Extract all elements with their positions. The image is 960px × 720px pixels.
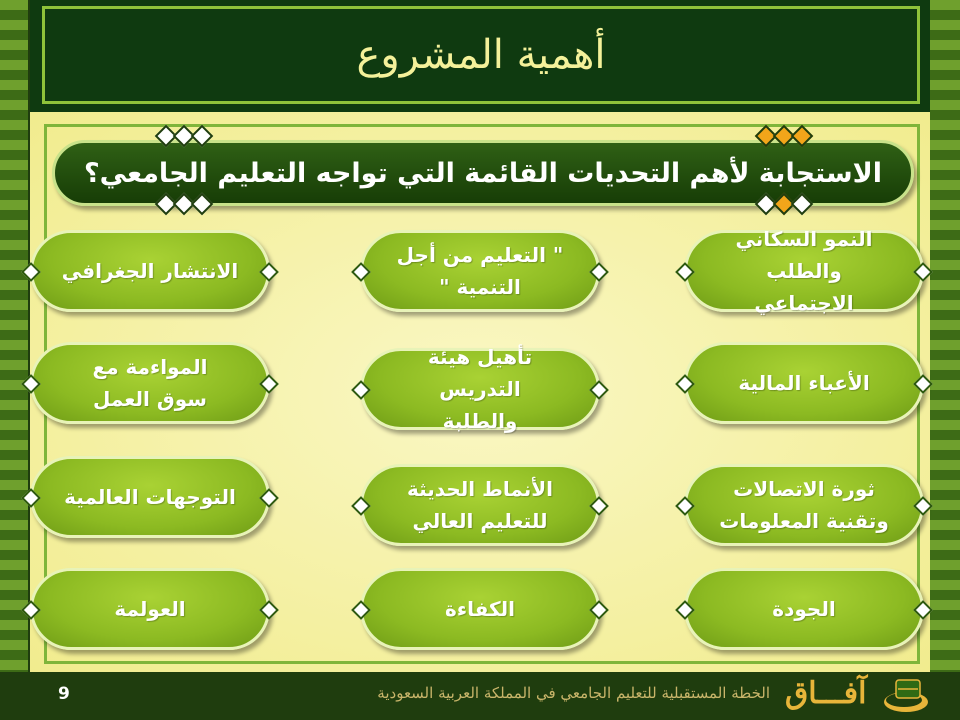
diamond-decoration-bottom-right [758, 196, 810, 212]
plan-name: الخطة المستقبلية للتعليم الجامعي في المملكة العربية السعودية [377, 684, 770, 702]
item-pill-ict-revolution [684, 464, 924, 546]
diamond-icon [191, 193, 214, 216]
item-label: المواءمة مع سوق العمل [92, 355, 208, 411]
diamond-icon [791, 125, 814, 148]
slide-title: أهمية المشروع [356, 32, 606, 78]
heading-text: الاستجابة لأهم التحديات القائمة التي تواجه التعليم الجامعي؟ [84, 157, 882, 189]
right-stripe-band [930, 0, 960, 720]
diamond-icon [791, 193, 814, 216]
diamond-decoration-top-right [758, 128, 810, 144]
item-pill-quality [684, 568, 924, 650]
item-label: الانتشار الجغرافي [61, 259, 239, 283]
item-label: الجودة [772, 597, 836, 621]
item-label: النمو السكاني والطلب الاجتماعي [735, 227, 873, 315]
title-frame [42, 6, 920, 104]
diamond-decoration-top-left [158, 128, 210, 144]
item-pill-geographic-spread [30, 230, 270, 312]
item-pill-global-trends [30, 456, 270, 538]
item-pill-efficiency [360, 568, 600, 650]
page-number: 9 [58, 684, 70, 704]
diamond-icon [191, 125, 214, 148]
item-label: ثورة الاتصالات وتقنية المعلومات [719, 477, 889, 533]
crescent-emblem-icon [874, 676, 934, 716]
item-pill-modern-patterns [360, 464, 600, 546]
item-pill-education-for-development [360, 230, 600, 312]
item-pill-labor-market-alignment [30, 342, 270, 424]
item-pill-financial-burdens [684, 342, 924, 424]
item-label: تأهيل هيئة التدريس والطلبة [427, 345, 533, 433]
item-label: " التعليم من أجل التنمية " [396, 243, 564, 299]
diamond-decoration-bottom-left [158, 196, 210, 212]
item-pill-faculty-qualification [360, 345, 600, 433]
item-label: الأنماط الحديثة للتعليم العالي [406, 477, 554, 533]
item-pill-globalization [30, 568, 270, 650]
item-pill-population-growth [684, 227, 924, 315]
item-label: التوجهات العالمية [64, 485, 236, 509]
item-label: الكفاءة [445, 597, 515, 621]
afaq-logo-text: آفـــاق [785, 676, 867, 711]
item-label: الأعباء المالية [738, 371, 870, 395]
item-label: العولمة [114, 597, 186, 621]
